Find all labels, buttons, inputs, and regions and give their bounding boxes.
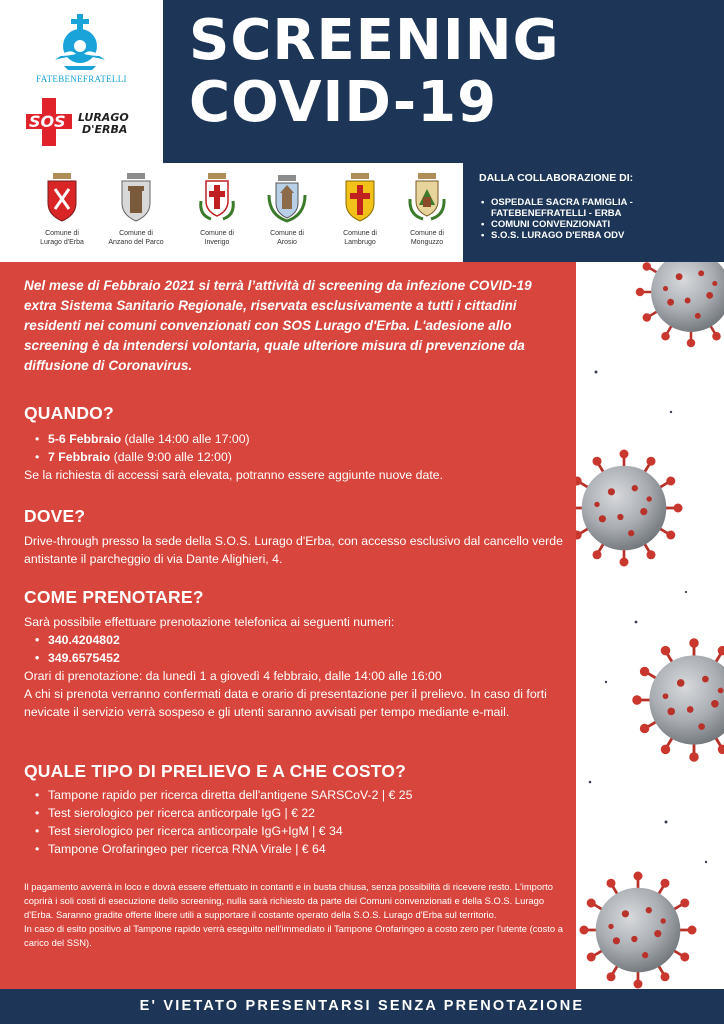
comuni-crests-row xyxy=(0,163,463,262)
prenotare-hours: Orari di prenotazione: da lunedì 1 a giovedì 4 febbraio, dalle 14:00 alle 16:00 xyxy=(24,669,442,683)
prelievo-list xyxy=(24,786,564,858)
list-item: • Tampone Orofaringeo per ricerca RNA Virale | € 64 xyxy=(24,840,564,858)
logos-panel xyxy=(0,0,163,163)
prenotare-heading: COME PRENOTARE? xyxy=(24,587,204,607)
crest-icon xyxy=(116,171,156,223)
intro-paragraph: Nel mese di Febbraio 2021 si terrà l’attività di screening da infezione COVID-19 extra Sistema Sanitario Regionale, riservata esclusivamente a tutti i cittadini residenti nei comuni convenzionati con SOS Lurago d'Erba. L'adesione allo screening è da intendersi volontaria, quale ulteriore misura di prevenzione da diffusione di Coronavirus. xyxy=(24,278,532,373)
list-item: • Test sierologico per ricerca anticorpale IgG+IgM | € 34 xyxy=(24,822,564,840)
sos-sub-1: LURAGO xyxy=(78,111,129,124)
title-band xyxy=(163,0,724,163)
comune-lambrugo xyxy=(330,171,390,259)
quando-list xyxy=(24,430,564,466)
comune-label: Comune di Lambrugo xyxy=(343,230,377,246)
footer-warning: E' VIETATO PRESENTARSI SENZA PRENOTAZIONE xyxy=(139,998,585,1014)
list-item: • 7 Febbraio (dalle 9:00 alle 12:00) xyxy=(24,448,564,466)
fine-print-positive: In caso di esito positivo al Tampone rapido verrà eseguito nell'immediato il Tampone Orofaringeo a costo zero per l'utente (costo a carico del SSN). xyxy=(24,923,563,948)
list-item: • 5-6 Febbraio (dalle 14:00 alle 17:00) xyxy=(24,430,564,448)
sos-brand-text: SOS xyxy=(29,112,66,131)
crest-icon xyxy=(340,171,380,223)
fatebenefratelli-logo xyxy=(40,10,120,72)
phone-numbers-list xyxy=(24,631,564,667)
comune-label: Comune di Anzano del Parco xyxy=(108,230,164,246)
comune-label: Comune di Arosio xyxy=(270,230,304,246)
title-line-2: COVID-19 xyxy=(189,70,498,135)
list-item: • Tampone rapido per ricerca diretta dell'antigene SARSCoV-2 | € 25 xyxy=(24,786,564,804)
crest-icon xyxy=(407,171,447,223)
comune-inverigo xyxy=(187,171,247,259)
phone-number: • 349.6575452 xyxy=(24,649,564,667)
footer-banner xyxy=(0,989,724,1024)
crest-icon xyxy=(197,171,237,223)
comune-monguzzo xyxy=(397,171,457,259)
prelievo-heading: QUALE TIPO DI PRELIEVO E A CHE COSTO? xyxy=(24,761,407,781)
collaboration-list xyxy=(481,197,719,241)
page-title xyxy=(189,10,560,134)
prenotare-notice: A chi si prenota verranno confermati data e orario di presentazione per il prelievo. In caso di forti nevicate il servizio verrà sospeso e gli utenti saranno avvisati per tempo mediante e-mail. xyxy=(24,687,547,719)
quando-heading: QUANDO? xyxy=(24,403,114,423)
collaboration-item: • OSPEDALE SACRA FAMIGLIA - FATEBENEFRATELLI - ERBA xyxy=(481,197,719,219)
phone-number: • 340.4204802 xyxy=(24,631,564,649)
fatebenefratelli-name: FATEBENEFRATELLI xyxy=(36,74,127,84)
main-info-panel xyxy=(0,262,576,989)
sos-sub-2: D'ERBA xyxy=(82,123,128,136)
crest-icon xyxy=(267,171,307,223)
comune-label: Comune di Monguzzo xyxy=(410,230,444,246)
quando-note: Se la richiesta di accessi sarà elevata, potranno essere aggiunte nuove date. xyxy=(24,468,444,482)
comune-anzano-del-parco xyxy=(106,171,166,259)
prenotare-intro: Sarà possibile effettuare prenotazione telefonica ai seguenti numeri: xyxy=(24,615,395,629)
comune-label: Comune di Inverigo xyxy=(200,230,234,246)
collaboration-box xyxy=(463,163,724,262)
collaboration-title: DALLA COLLABORAZIONE DI: xyxy=(479,172,634,184)
fine-print-payment: Il pagamento avverrà in loco e dovrà essere effettuato in contanti e in busta chiusa, senza possibilità di ricevere resto. L'importo coprirà i soli costi di esecuzione dello screening, nulla sarà richiesto da parte dei Comuni convenzionati e della S.O.S. Lurago d'Erba. Saranno gradite offerte libere utili a supportare il costante operato della S.O.S. Lurago d'Erba sul territorio. xyxy=(24,881,553,920)
sos-lurago-logo xyxy=(26,96,138,148)
comune-arosio xyxy=(257,171,317,259)
coronavirus-icon xyxy=(576,262,724,989)
comune-lurago-derba xyxy=(32,171,92,259)
comune-label: Comune di Lurago d'Erba xyxy=(40,230,84,246)
list-item: • Test sierologico per ricerca anticorpale IgG | € 22 xyxy=(24,804,564,822)
coronavirus-image-strip xyxy=(576,262,724,989)
dove-heading: DOVE? xyxy=(24,506,86,526)
fine-print xyxy=(24,880,564,950)
collaboration-item: • S.O.S. LURAGO D'ERBA ODV xyxy=(481,230,719,241)
crest-icon xyxy=(42,171,82,223)
dove-text: Drive-through presso la sede della S.O.S. Lurago d'Erba, con accesso esclusivo dal cancello verde antistante il parcheggio di via Dante Alighieri, 4. xyxy=(24,534,563,566)
title-line-1: SCREENING xyxy=(189,8,560,73)
collaboration-item: • COMUNI CONVENZIONATI xyxy=(481,219,719,230)
